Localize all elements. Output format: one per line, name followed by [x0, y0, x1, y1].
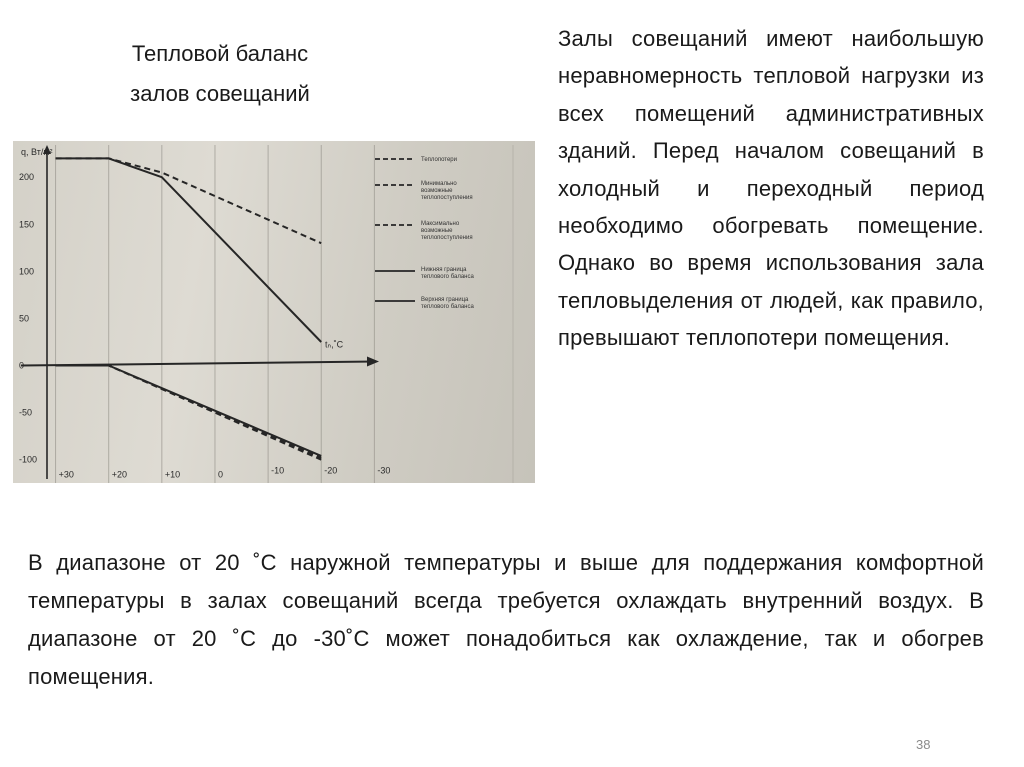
y-axis-label: q, Вт/м²	[21, 147, 53, 157]
chart-svg	[13, 141, 535, 483]
x-tick-label-2: +10	[164, 469, 181, 480]
y-tick-label-0: 200	[19, 172, 35, 183]
x-tick-label-0: +30	[58, 469, 74, 480]
y-tick-label-6: -100	[19, 454, 38, 465]
chart-series	[56, 158, 322, 459]
x-tick-label-6: -30	[377, 465, 391, 476]
description-text: Залы совещаний имеют наибольшую неравномерность тепловой нагрузки из всех помещений административных зданий. Перед началом совещаний в холодный и переходный период необходимо обогревать помещение. Однако во время использования зала тепловыделения от людей, как правило, превышают теплопотери помещения.	[558, 26, 984, 351]
x-tick-label-1: +20	[111, 469, 127, 480]
legend-label-4-1: теплового баланса	[421, 304, 474, 310]
chart-legend	[375, 157, 474, 310]
x-tick-label-5: -20	[324, 465, 338, 476]
series-line-0	[56, 158, 322, 243]
legend-label-1-0: Минимально	[421, 181, 457, 187]
y-tick-label-2: 100	[19, 266, 35, 277]
slide-title-line-1: Тепловой баланс	[131, 41, 309, 66]
legend-label-3-1: теплового баланса	[421, 274, 474, 280]
explanation-text: В диапазоне от 20 ˚С наружной температуры и выше для поддержания комфортной температуры в залах совещаний всегда требуется охлаждать внутренний воздух. В диапазоне от 20 ˚С до -30˚С может понадобиться как охлаждение, так и обогрев помещения.	[28, 550, 984, 689]
x-axis-arrow	[367, 357, 379, 367]
y-tick-label-4: 0	[19, 360, 25, 371]
y-tick-label-3: 50	[19, 313, 30, 324]
legend-label-0-0: Теплопотери	[421, 157, 457, 163]
slide-title	[95, 34, 345, 114]
slide-title-line-2: залов совещаний	[130, 81, 310, 106]
y-tick-label-5: -50	[19, 407, 33, 418]
legend-label-1-1: возможные	[421, 188, 453, 194]
chart-tick-labels	[19, 147, 390, 480]
heat-balance-chart	[13, 141, 535, 483]
legend-label-1-2: теплопоступления	[421, 195, 473, 201]
x-tick-label-3: 0	[217, 469, 223, 480]
legend-label-2-0: Максимально	[421, 221, 460, 227]
legend-label-2-2: теплопоступления	[421, 235, 473, 241]
legend-label-3-0: Нижняя граница	[421, 267, 467, 273]
y-tick-label-1: 150	[19, 219, 35, 230]
series-line-3	[56, 158, 322, 342]
page-number: 38	[916, 737, 931, 752]
series-line-2	[56, 366, 322, 458]
legend-label-2-1: возможные	[421, 228, 453, 234]
legend-label-4-0: Верхняя граница	[421, 297, 469, 303]
series-line-1	[56, 366, 322, 460]
x-axis-label: tₙ,˚С	[325, 339, 344, 350]
x-tick-label-4: -10	[271, 465, 285, 476]
chart-axes	[21, 145, 379, 479]
